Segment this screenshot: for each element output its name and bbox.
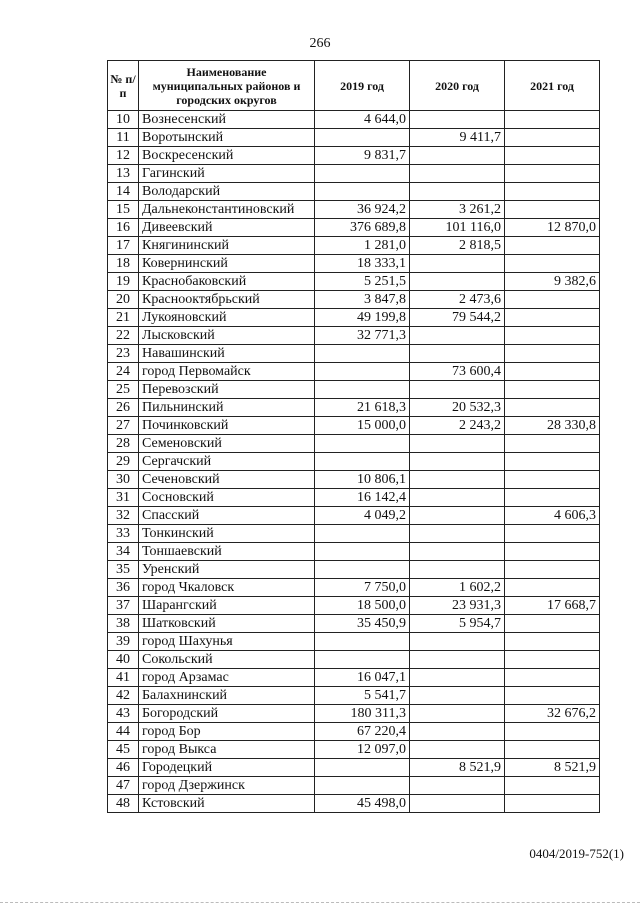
table-row (108, 453, 600, 471)
row-name: Семеновский (139, 435, 315, 453)
value-2020: 5 954,7 (410, 615, 505, 633)
data-table (107, 60, 600, 813)
row-number: 38 (108, 615, 139, 633)
row-name: Сеченовский (139, 471, 315, 489)
value-2019 (315, 345, 410, 363)
table-row (108, 165, 600, 183)
header-2021: 2021 год (505, 61, 600, 111)
value-2021 (505, 795, 600, 813)
value-2021 (505, 777, 600, 795)
row-name: Тоншаевский (139, 543, 315, 561)
value-2020 (410, 273, 505, 291)
row-number: 48 (108, 795, 139, 813)
row-number: 21 (108, 309, 139, 327)
row-number: 34 (108, 543, 139, 561)
row-name: Вознесенский (139, 111, 315, 129)
value-2019: 5 251,5 (315, 273, 410, 291)
value-2020 (410, 147, 505, 165)
row-name: Тонкинский (139, 525, 315, 543)
value-2020 (410, 561, 505, 579)
value-2020: 2 473,6 (410, 291, 505, 309)
row-name: Дальнеконстантиновский (139, 201, 315, 219)
table-row (108, 363, 600, 381)
row-number: 12 (108, 147, 139, 165)
value-2019: 35 450,9 (315, 615, 410, 633)
table-row (108, 345, 600, 363)
value-2019: 3 847,8 (315, 291, 410, 309)
row-name: Володарский (139, 183, 315, 201)
row-number: 36 (108, 579, 139, 597)
value-2021 (505, 633, 600, 651)
value-2020: 20 532,3 (410, 399, 505, 417)
value-2021 (505, 345, 600, 363)
row-number: 42 (108, 687, 139, 705)
row-name: город Арзамас (139, 669, 315, 687)
row-name: Шатковский (139, 615, 315, 633)
value-2019: 376 689,8 (315, 219, 410, 237)
value-2020 (410, 111, 505, 129)
table-row (108, 543, 600, 561)
value-2020 (410, 255, 505, 273)
document-code: 0404/2019-752(1) (529, 846, 624, 861)
row-name: Гагинский (139, 165, 315, 183)
header-number: № п/п (108, 61, 139, 111)
value-2019: 10 806,1 (315, 471, 410, 489)
table-row (108, 597, 600, 615)
value-2021 (505, 399, 600, 417)
table-row (108, 435, 600, 453)
row-name: город Чкаловск (139, 579, 315, 597)
value-2020: 79 544,2 (410, 309, 505, 327)
table-row (108, 705, 600, 723)
row-number: 28 (108, 435, 139, 453)
value-2019 (315, 561, 410, 579)
row-number: 46 (108, 759, 139, 777)
value-2020 (410, 651, 505, 669)
value-2020: 9 411,7 (410, 129, 505, 147)
value-2020: 2 243,2 (410, 417, 505, 435)
row-name: Сокольский (139, 651, 315, 669)
row-number: 41 (108, 669, 139, 687)
row-name: Краснооктябрьский (139, 291, 315, 309)
row-number: 45 (108, 741, 139, 759)
value-2020 (410, 489, 505, 507)
row-name: Краснобаковский (139, 273, 315, 291)
value-2021: 17 668,7 (505, 597, 600, 615)
table-row (108, 237, 600, 255)
value-2021 (505, 669, 600, 687)
value-2019 (315, 165, 410, 183)
value-2020: 1 602,2 (410, 579, 505, 597)
value-2020 (410, 183, 505, 201)
value-2021 (505, 309, 600, 327)
value-2020 (410, 795, 505, 813)
row-name: Сергачский (139, 453, 315, 471)
value-2021 (505, 201, 600, 219)
value-2019 (315, 453, 410, 471)
row-number: 19 (108, 273, 139, 291)
table-row (108, 273, 600, 291)
value-2020 (410, 705, 505, 723)
row-name: Кстовский (139, 795, 315, 813)
table-row (108, 201, 600, 219)
value-2020: 101 116,0 (410, 219, 505, 237)
value-2021: 9 382,6 (505, 273, 600, 291)
value-2020: 2 818,5 (410, 237, 505, 255)
row-name: Лукояновский (139, 309, 315, 327)
value-2021: 32 676,2 (505, 705, 600, 723)
row-number: 17 (108, 237, 139, 255)
value-2021: 4 606,3 (505, 507, 600, 525)
value-2020 (410, 453, 505, 471)
value-2021 (505, 165, 600, 183)
table-row (108, 525, 600, 543)
row-name: город Первомайск (139, 363, 315, 381)
value-2021 (505, 435, 600, 453)
table-row (108, 399, 600, 417)
value-2019: 45 498,0 (315, 795, 410, 813)
value-2019: 16 047,1 (315, 669, 410, 687)
row-number: 47 (108, 777, 139, 795)
table-row (108, 471, 600, 489)
value-2019: 9 831,7 (315, 147, 410, 165)
value-2019 (315, 633, 410, 651)
value-2020 (410, 543, 505, 561)
value-2021 (505, 723, 600, 741)
row-number: 44 (108, 723, 139, 741)
value-2020: 3 261,2 (410, 201, 505, 219)
value-2021 (505, 687, 600, 705)
value-2021 (505, 327, 600, 345)
value-2019 (315, 651, 410, 669)
value-2021: 28 330,8 (505, 417, 600, 435)
row-name: город Дзержинск (139, 777, 315, 795)
row-name: Городецкий (139, 759, 315, 777)
row-name: Перевозский (139, 381, 315, 399)
value-2019 (315, 759, 410, 777)
value-2019 (315, 183, 410, 201)
table-row (108, 147, 600, 165)
row-name: город Бор (139, 723, 315, 741)
row-number: 35 (108, 561, 139, 579)
value-2020 (410, 471, 505, 489)
value-2021 (505, 741, 600, 759)
row-number: 29 (108, 453, 139, 471)
value-2019: 67 220,4 (315, 723, 410, 741)
value-2021 (505, 147, 600, 165)
row-name: Сосновский (139, 489, 315, 507)
table-row (108, 111, 600, 129)
value-2020: 23 931,3 (410, 597, 505, 615)
value-2021 (505, 543, 600, 561)
table-row (108, 381, 600, 399)
row-number: 15 (108, 201, 139, 219)
value-2021 (505, 129, 600, 147)
row-name: Дивеевский (139, 219, 315, 237)
row-number: 23 (108, 345, 139, 363)
table-header-row (108, 61, 600, 111)
row-name: город Шахунья (139, 633, 315, 651)
value-2020 (410, 723, 505, 741)
table-row (108, 561, 600, 579)
value-2019 (315, 543, 410, 561)
row-number: 39 (108, 633, 139, 651)
value-2019: 4 644,0 (315, 111, 410, 129)
value-2021: 12 870,0 (505, 219, 600, 237)
page-number: 266 (309, 36, 331, 51)
row-number: 20 (108, 291, 139, 309)
value-2019: 7 750,0 (315, 579, 410, 597)
value-2019: 21 618,3 (315, 399, 410, 417)
value-2019: 49 199,8 (315, 309, 410, 327)
value-2020 (410, 165, 505, 183)
row-name: Шарангский (139, 597, 315, 615)
value-2021 (505, 453, 600, 471)
table-row (108, 687, 600, 705)
row-name: Воротынский (139, 129, 315, 147)
row-name: Починковский (139, 417, 315, 435)
value-2019: 4 049,2 (315, 507, 410, 525)
row-number: 11 (108, 129, 139, 147)
row-name: Княгининский (139, 237, 315, 255)
table-row (108, 579, 600, 597)
value-2019 (315, 435, 410, 453)
row-number: 14 (108, 183, 139, 201)
row-name: Балахнинский (139, 687, 315, 705)
value-2021 (505, 255, 600, 273)
row-number: 10 (108, 111, 139, 129)
value-2021 (505, 615, 600, 633)
row-number: 43 (108, 705, 139, 723)
value-2019 (315, 381, 410, 399)
value-2021 (505, 183, 600, 201)
table-row (108, 651, 600, 669)
value-2021 (505, 561, 600, 579)
row-number: 16 (108, 219, 139, 237)
row-number: 31 (108, 489, 139, 507)
header-2019: 2019 год (315, 61, 410, 111)
value-2021 (505, 579, 600, 597)
value-2019: 18 333,1 (315, 255, 410, 273)
value-2019: 180 311,3 (315, 705, 410, 723)
row-name: Спасский (139, 507, 315, 525)
row-number: 25 (108, 381, 139, 399)
row-name: Воскресенский (139, 147, 315, 165)
row-name: Ковернинский (139, 255, 315, 273)
row-name: Пильнинский (139, 399, 315, 417)
value-2019 (315, 363, 410, 381)
row-number: 22 (108, 327, 139, 345)
row-number: 18 (108, 255, 139, 273)
value-2019: 32 771,3 (315, 327, 410, 345)
table-row (108, 507, 600, 525)
value-2019 (315, 777, 410, 795)
table-row (108, 219, 600, 237)
table-row (108, 615, 600, 633)
value-2020 (410, 381, 505, 399)
row-number: 33 (108, 525, 139, 543)
row-name: Навашинский (139, 345, 315, 363)
row-number: 37 (108, 597, 139, 615)
row-name: Уренский (139, 561, 315, 579)
table-row (108, 183, 600, 201)
row-name: Богородский (139, 705, 315, 723)
header-name: Наименование муниципальных районов и городских округов (139, 61, 315, 111)
value-2021 (505, 381, 600, 399)
table-row (108, 633, 600, 651)
value-2019: 12 097,0 (315, 741, 410, 759)
value-2020 (410, 633, 505, 651)
value-2020 (410, 327, 505, 345)
row-number: 27 (108, 417, 139, 435)
row-number: 26 (108, 399, 139, 417)
value-2020 (410, 345, 505, 363)
value-2020 (410, 507, 505, 525)
value-2020: 8 521,9 (410, 759, 505, 777)
table-row (108, 291, 600, 309)
table-row (108, 741, 600, 759)
value-2019: 36 924,2 (315, 201, 410, 219)
table-row (108, 327, 600, 345)
value-2021 (505, 111, 600, 129)
value-2020 (410, 777, 505, 795)
table-row (108, 489, 600, 507)
value-2019 (315, 525, 410, 543)
value-2019: 1 281,0 (315, 237, 410, 255)
value-2021: 8 521,9 (505, 759, 600, 777)
table-row (108, 417, 600, 435)
value-2020 (410, 525, 505, 543)
row-name: город Выкса (139, 741, 315, 759)
table-row (108, 129, 600, 147)
row-number: 30 (108, 471, 139, 489)
table-body (108, 111, 600, 813)
value-2021 (505, 489, 600, 507)
value-2019: 16 142,4 (315, 489, 410, 507)
table-row (108, 759, 600, 777)
value-2020 (410, 669, 505, 687)
table-row (108, 723, 600, 741)
value-2021 (505, 363, 600, 381)
row-number: 24 (108, 363, 139, 381)
value-2021 (505, 471, 600, 489)
table-row (108, 255, 600, 273)
scan-edge-line (0, 902, 640, 903)
value-2021 (505, 525, 600, 543)
row-number: 32 (108, 507, 139, 525)
table-row (108, 777, 600, 795)
value-2020: 73 600,4 (410, 363, 505, 381)
value-2020 (410, 741, 505, 759)
header-2020: 2020 год (410, 61, 505, 111)
table-row (108, 309, 600, 327)
value-2021 (505, 651, 600, 669)
row-number: 40 (108, 651, 139, 669)
value-2021 (505, 237, 600, 255)
row-number: 13 (108, 165, 139, 183)
value-2019: 18 500,0 (315, 597, 410, 615)
table-row (108, 795, 600, 813)
value-2020 (410, 687, 505, 705)
value-2021 (505, 291, 600, 309)
value-2019: 5 541,7 (315, 687, 410, 705)
value-2019 (315, 129, 410, 147)
value-2020 (410, 435, 505, 453)
value-2019: 15 000,0 (315, 417, 410, 435)
row-name: Лысковский (139, 327, 315, 345)
table-row (108, 669, 600, 687)
